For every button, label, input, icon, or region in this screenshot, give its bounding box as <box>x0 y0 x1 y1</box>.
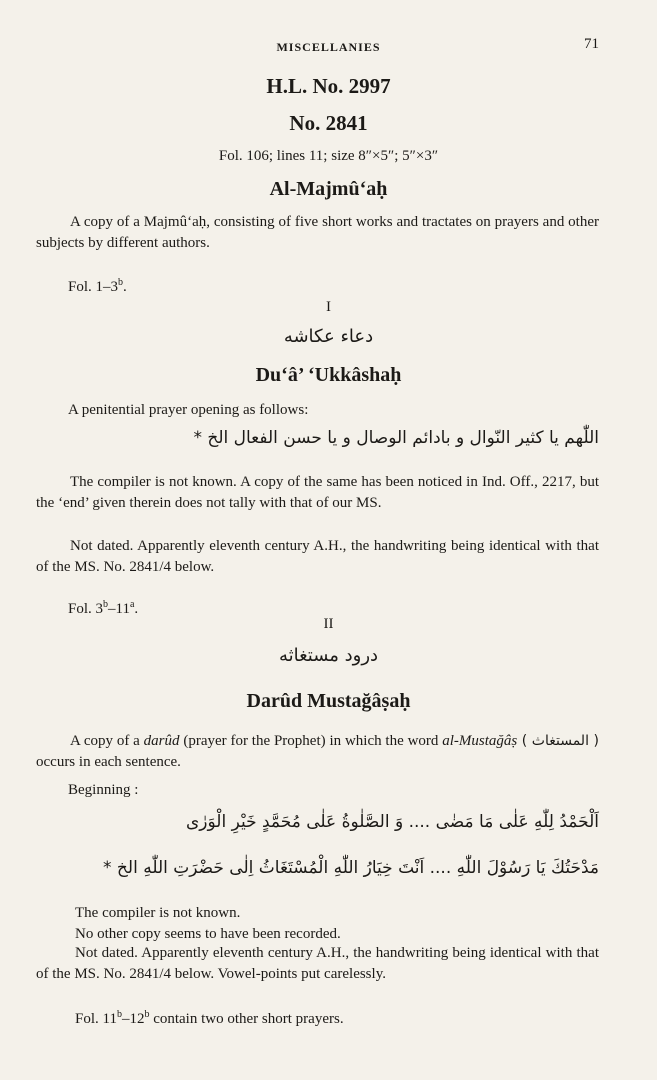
work1-note-1: The compiler is not known. A copy of the same has been noticed in Ind. Off., 2217, but the ‘end’ given therein does not tally with that of our MS. <box>36 474 599 511</box>
work2-folio-tail: Fol. 11$^b$–12$^b$ contain two other short prayers. <box>75 1009 344 1027</box>
work1-arabic-title: دعاء عكاشه <box>283 326 374 347</box>
work2-title: Darûd Mustağâṣaḥ <box>246 690 411 712</box>
work1-numeral: I <box>326 299 331 315</box>
work1-folio: Fol. 1–3$^b$. <box>68 277 127 295</box>
record-description: A copy of a Majmû‘aḥ, consisting of five short works and tractates on prayers and other subjects by different authors. <box>36 214 599 251</box>
work1-title: Du‘â’ ‘Ukkâshaḥ <box>255 364 402 386</box>
work2-description: A copy of a darûd (prayer for the Prophet) in which the word al-Mustağâṣ ( المستغاث ) occurs in each sentence. <box>36 733 599 770</box>
record-number: No. 2841 <box>289 111 368 135</box>
work2-note-1: The compiler is not known. <box>75 905 241 921</box>
work1-note-2: Not dated. Apparently eleventh century A.H., the handwriting being identical with that of the MS. No. 2841/4 below. <box>36 538 599 575</box>
page-number: 71 <box>584 36 599 52</box>
running-title: MISCELLANIES <box>276 40 381 54</box>
folio-info: Fol. 106; lines 11; size 8″×5″; 5″×3″ <box>218 148 439 164</box>
work2-note-3: Not dated. Apparently eleventh century A.H., the handwriting being identical with that of the MS. No. 2841/4 below. Vowel-points put carelessly. <box>36 945 599 982</box>
work2-numeral: II <box>323 616 334 632</box>
work2-beginning-label: Beginning : <box>68 782 139 798</box>
work2-folio: Fol. 3$^b$–11$^a$. <box>68 599 139 617</box>
work1-intro: A penitential prayer opening as follows: <box>68 402 309 418</box>
work2-arabic-line-2: مَدْحَتُكَ يَا رَسُوْلَ اللّٰهِ .... اَنْتَ خِيَارُ اللّٰهِ الْمُسْتَغَاثُ اِلٰی حَضْرَتِ اللّٰهِ الخ * <box>103 858 599 878</box>
work2-note-2: No other copy seems to have been recorded. <box>75 926 341 942</box>
record-title: Al-Majmû‘aḥ <box>269 178 388 200</box>
work2-arabic-title: درود مستغاثه <box>278 645 379 666</box>
work1-arabic-quote: اللّٰهم يا كثير النّوال و بادائم الوصال و يا حسن الفعال الخ * <box>193 428 599 448</box>
hl-number: H.L. No. 2997 <box>266 74 391 98</box>
work2-arabic-line-1: اَلْحَمْدُ لِلّٰهِ عَلٰی مَا مَضٰی .... وَ الصَّلٰوةُ عَلٰی مُحَمَّدٍ خَيْرِ الْوَرٰی <box>185 812 599 832</box>
